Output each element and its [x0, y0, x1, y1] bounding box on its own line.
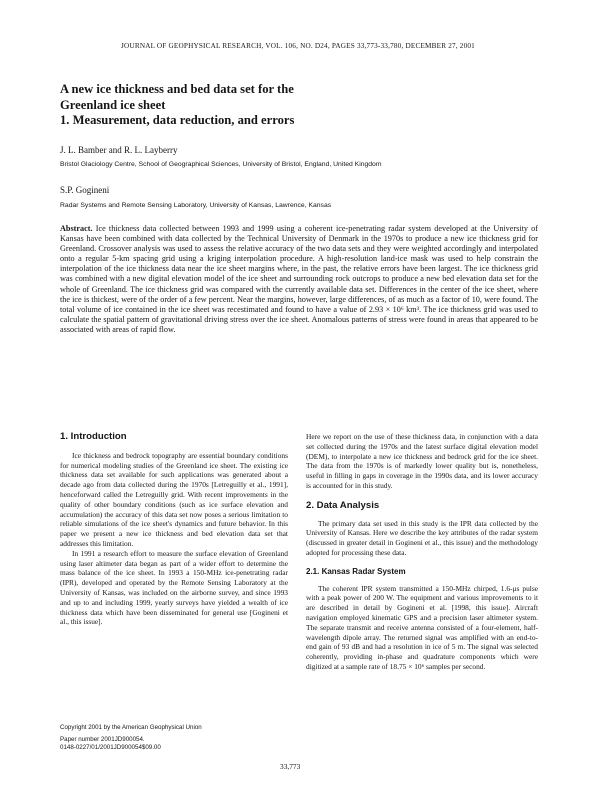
subsection-2-1-heading: 2.1. Kansas Radar System: [306, 566, 406, 576]
title-line-1: A new ice thickness and bed data set for the: [60, 82, 294, 96]
title-line-3: 1. Measurement, data reduction, and errors: [60, 113, 295, 127]
copyright-notice: Copyright 2001 by the American Geophysical Union: [60, 724, 202, 731]
page-number: 33,773: [280, 762, 301, 771]
kansas-radar-paragraph: The coherent IPR system transmitted a 150-MHz chirped, 1.6-μs pulse with a peak power of 200 W. The equipment and various improvements to it are described in detail by Gogineni et al. [1998, this issue]. Aircraft navigation employed kinematic GPS and a precision laser altimeter system. The separate transmit and receive antenna consisted of a four-element, half-wavelength dipole array. The returned signal was amplified with an end-to-end gain of 93 dB and had a resolution in ice of 5 m. The signal was selected coherently, providing in-phase and quadrature components which were digitized at a sample rate of 18.75 × 10⁶ samples per second.: [306, 583, 538, 671]
article-title: [60, 82, 480, 129]
copyright-block: [60, 724, 288, 752]
abstract-text: Ice thickness data collected between 1993 and 1999 using a coherent ice-penetrating radar system developed at the University of Kansas have been combined with data collected by the Technical University of Denmark in the 1970s to produce a new ice thickness grid for Greenland. Crossover analysis was used to assess the relative accuracy of the two data sets and they were weighted accordingly and interpolated onto a regular 5-km spacing grid using a kriging interpolation procedure. A high-resolution land-ice mask was used to help constrain the interpolation of the ice thickness data near the ice sheet margins where, in the past, the relative errors have been largest. The ice thickness grid was combined with a new digital elevation model of the ice sheet and surrounding rock outcrops to produce a new bed elevation data set for the whole of Greenland. The ice thickness grid was compared with the currently available data set. Differences in the center of the ice sheet, where the ice is thickest, were of the order of a few percent. Near the margins, however, large differences, of as much as a factor of 10, were found. The total volume of ice contained in the ice sheet was recestimated and found to have a value of 2.93 × 10⁶ km³. The ice thickness grid was used to calculate the spatial pattern of gravitational driving stress over the ice sheet. Anomalous patterns of stress were found in areas that appeared to be associated with areas of rapid flow.: [60, 224, 538, 334]
abstract: [60, 224, 538, 335]
author-names-2: S.P. Gogineni: [60, 185, 110, 195]
right-paragraph-1: Here we report on the use of these thickness data, in conjunction with a data set collected during the 1970s and the latest surface digital elevation model (DEM), to interpolate a new ice thickness and bedrock grid for the ice sheet. The data from the 1970s is of markedly lower quality but is, nonetheless, useful in filling in gaps in coverage in the 1990s data, and its lower accuracy is accounted for in this study.: [306, 432, 538, 490]
intro-paragraph-2: In 1991 a research effort to measure the surface elevation of Greenland using laser altimeter data began as part of a wider effort to determine the mass balance of the ice sheet. In 1993 a 150-MHz ice-penetrating radar (IPR), developed and operated by the Remote Sensing Laboratory at the University of Kansas, was included on the airborne survey, and since 1993 and up to and including 1999, yearly surveys have yielded a wealth of ice thickness data which have been disseminated for general use [Gogineni et al., this issue].: [60, 548, 288, 627]
intro-paragraph-1: Ice thickness and bedrock topography are essential boundary conditions for numerical modeling studies of the Greenland ice sheet. The existing ice thickness data set available for such applications was generated about a decade ago from data collected during the 1970s [Letreguilly et al., 1991], henceforward called the Letreguilly grid. With recent improvements in the quality of other boundary conditions (such as ice surface elevation and accumulation) the accuracy of this data set now poses a serious limitation to reliable simulations of the ice sheet's dynamics and future behavior. In this paper we present a new ice thickness and bed elevation data set that addresses this limitation.: [60, 450, 288, 548]
title-line-2: Greenland ice sheet: [60, 97, 166, 112]
data-analysis-paragraph: The primary data set used in this study is the IPR data collected by the University of Kansas. Here we describe the key attributes of the radar system (discussed in greater detail in Gogineni et al., this issue) and the methodology adopted for processing these data.: [306, 518, 538, 557]
section-2-heading: 2. Data Analysis: [306, 499, 380, 511]
author-affiliation-2: Radar Systems and Remote Sensing Laboratory, University of Kansas, Lawrence, Kansas: [60, 202, 332, 209]
abstract-label: Abstract.: [60, 224, 93, 233]
author-affiliation-1: Bristol Glaciology Centre, School of Geographical Sciences, University of Bristol, England, United Kingdom: [60, 161, 382, 168]
left-column: [60, 432, 288, 627]
journal-header: JOURNAL OF GEOPHYSICAL RESEARCH, VOL. 106, NO. D24, PAGES 33,773-33,780, DECEMBER 27, 2001: [121, 42, 475, 50]
author-names-1: J. L. Bamber and R. L. Layberry: [60, 145, 178, 155]
section-1-heading: 1. Introduction: [60, 431, 127, 442]
issn-line: 0148-0227/01/2001JD900054$09.00: [60, 744, 161, 751]
paper-number: Paper number 2001JD900054.: [60, 736, 145, 743]
right-column: [306, 432, 538, 672]
